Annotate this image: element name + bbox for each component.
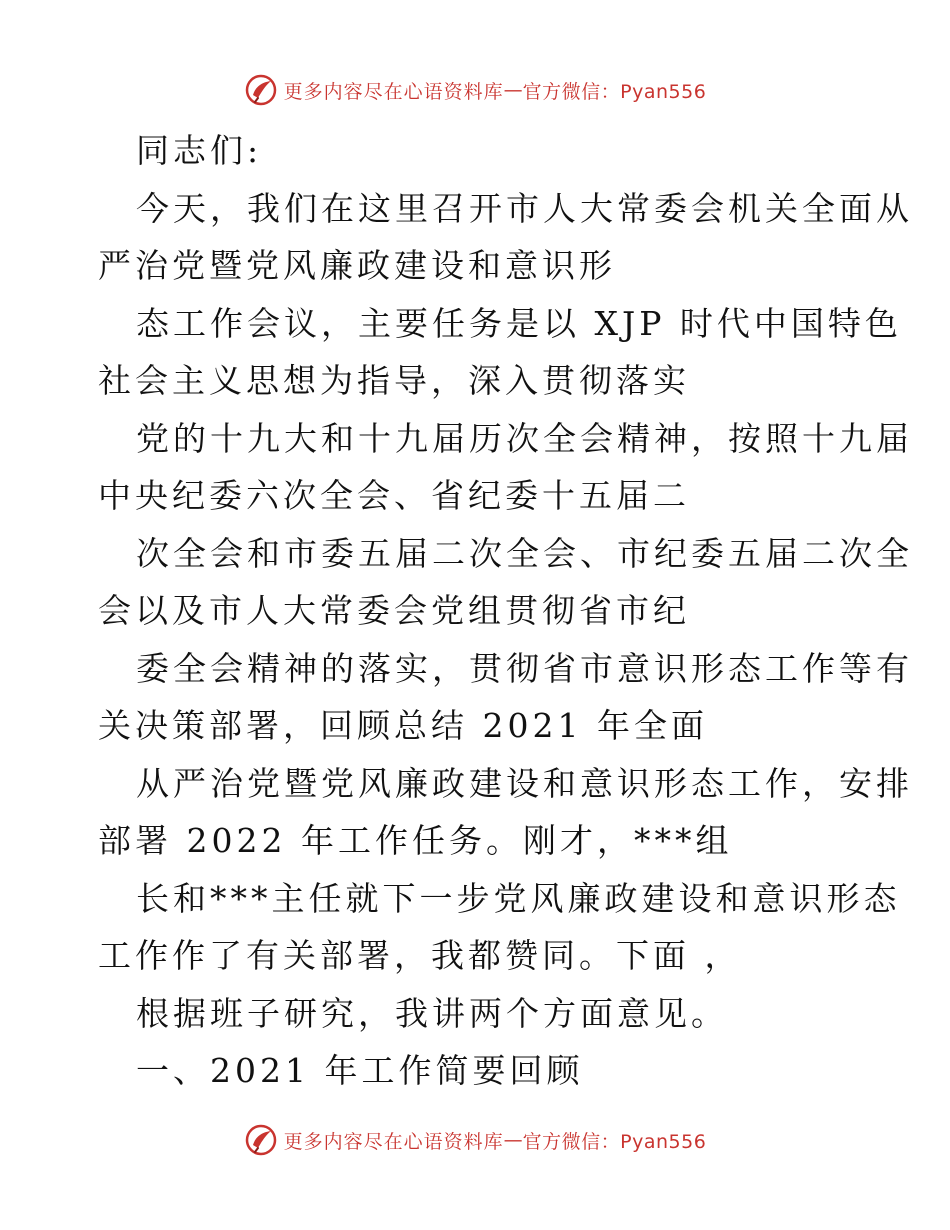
banner-text: 更多内容尽在心语资料库 [283,1130,504,1153]
paragraph-line: 长和***主任就下一步党风廉政建设和意识形态 [136,878,901,918]
banner-text: 更多内容尽在心语资料库 [283,80,504,103]
paragraph-line: 关决策部署，回顾总结 2021 年全面 [98,706,708,745]
paragraph-line: 委全会精神的落实，贯彻省市意识形态工作等有 [136,648,913,688]
brand-logo-icon [244,1123,278,1157]
banner-dash: — [503,1129,523,1151]
paragraph-line: 次全会和市委五届二次全会、市纪委五届二次全 [136,533,913,573]
banner-wechat: 官方微信：Pyan556 [522,1130,707,1153]
paragraph-line: 从严治党暨党风廉政建设和意识形态工作，安排 [136,763,913,803]
paragraph-line: 严治党暨党风廉政建设和意识形 [98,246,616,285]
salutation: 同志们: [136,131,263,170]
paragraph-line: 工作作了有关部署，我都赞同。下面 ， [98,936,742,975]
paragraph-line: 态工作会议，主要任务是以 XJP 时代中国特色 [136,303,902,343]
banner-dash: — [503,79,523,101]
paragraph-line: 部署 2022 年工作任务。刚才，***组 [98,821,733,860]
section-heading: 一、2021 年工作简要回顾 [136,1051,584,1090]
banner-wechat: 官方微信：Pyan556 [522,80,707,103]
paragraph-line: 今天，我们在这里召开市人大常委会机关全面从 [136,188,913,228]
paragraph-line: 会以及市人大常委会党组贯彻省市纪 [98,591,690,630]
brand-logo-icon [244,73,278,107]
paragraph-line: 根据班子研究，我讲两个方面意见。 [136,993,728,1033]
paragraph-line: 社会主义思想为指导，深入贯彻落实 [98,361,690,400]
footer-banner [0,1118,950,1162]
document-body [98,122,913,1100]
header-banner [0,68,950,112]
paragraph-line: 中央纪委六次全会、省纪委十五届二 [98,476,690,515]
paragraph-line: 党的十九大和十九届历次全会精神，按照十九届 [136,418,913,458]
